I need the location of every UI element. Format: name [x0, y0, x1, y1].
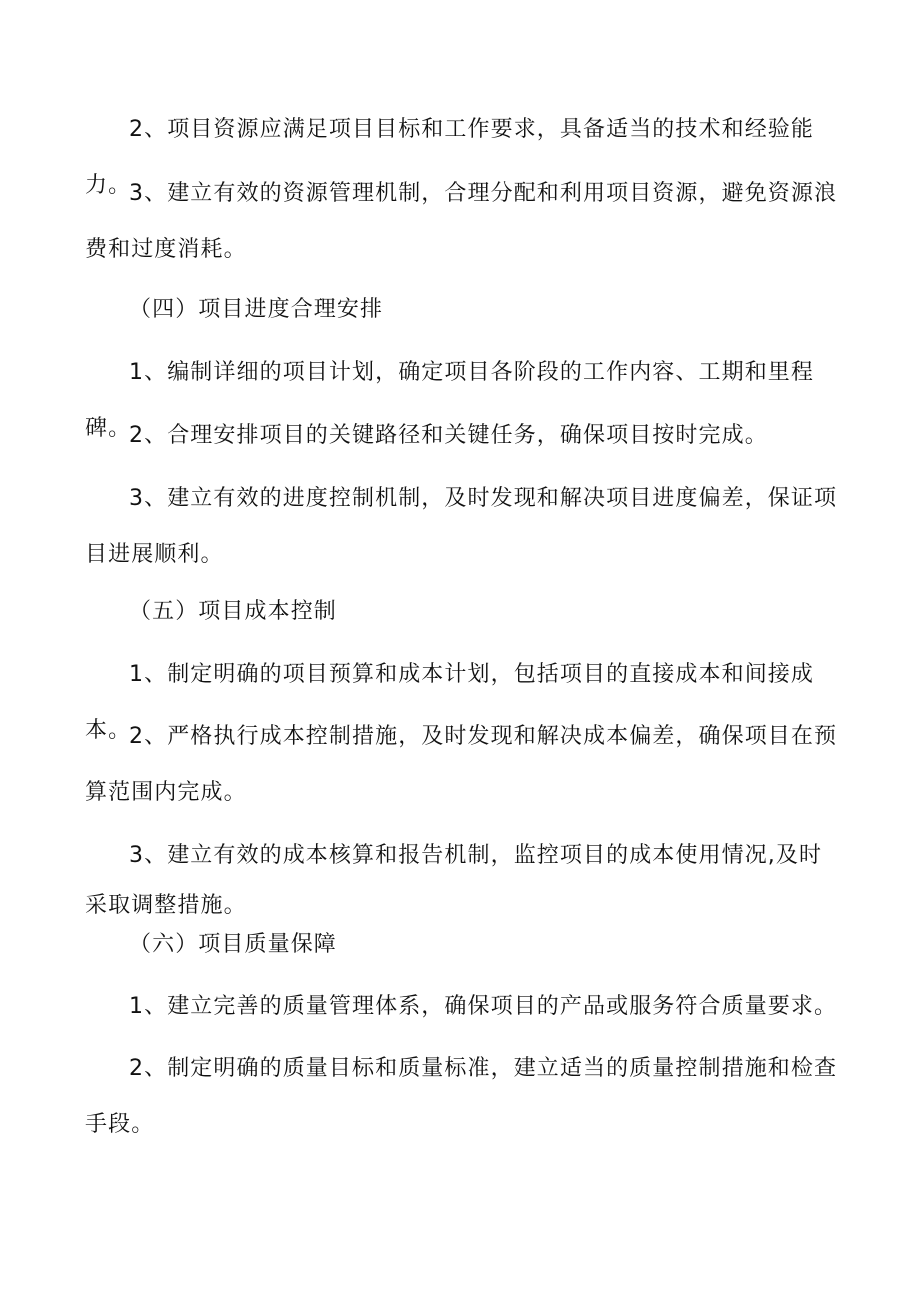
paragraph-cost-2: 2、严格执行成本控制措施，及时发现和解决成本偏差，确保项目在预算范围内完成。 — [85, 724, 838, 805]
section-heading-schedule: （四）项目进度合理安排 — [129, 297, 384, 322]
paragraph-schedule-3: 3、建立有效的进度控制机制，及时发现和解决项目进度偏差，保证项目进展顺利。 — [85, 486, 838, 567]
paragraph-resources-2: 2、项目资源应满足项目目标和工作要求，具备适当的技术和经验能力。 — [85, 117, 814, 198]
paragraph-schedule-1: 1、编制详细的项目计划，确定项目各阶段的工作内容、工期和里程碑。 — [85, 360, 814, 441]
section-heading-quality: （六）项目质量保障 — [129, 932, 337, 957]
paragraph-cost-1: 1、制定明确的项目预算和成本计划，包括项目的直接成本和间接成本。 — [85, 662, 814, 743]
paragraph-quality-1: 1、建立完善的质量管理体系，确保项目的产品或服务符合质量要求。 — [129, 994, 838, 1019]
paragraph-resources-3: 3、建立有效的资源管理机制，合理分配和利用项目资源，避免资源浪费和过度消耗。 — [85, 181, 838, 262]
paragraph-schedule-2: 2、合理安排项目的关键路径和关键任务，确保项目按时完成。 — [129, 423, 768, 448]
paragraph-quality-2: 2、制定明确的质量目标和质量标准，建立适当的质量控制措施和检查手段。 — [85, 1056, 838, 1137]
section-heading-cost: （五）项目成本控制 — [129, 599, 337, 624]
paragraph-cost-3: 3、建立有效的成本核算和报告机制，监控项目的成本使用情况,及时采取调整措施。 — [85, 843, 823, 918]
